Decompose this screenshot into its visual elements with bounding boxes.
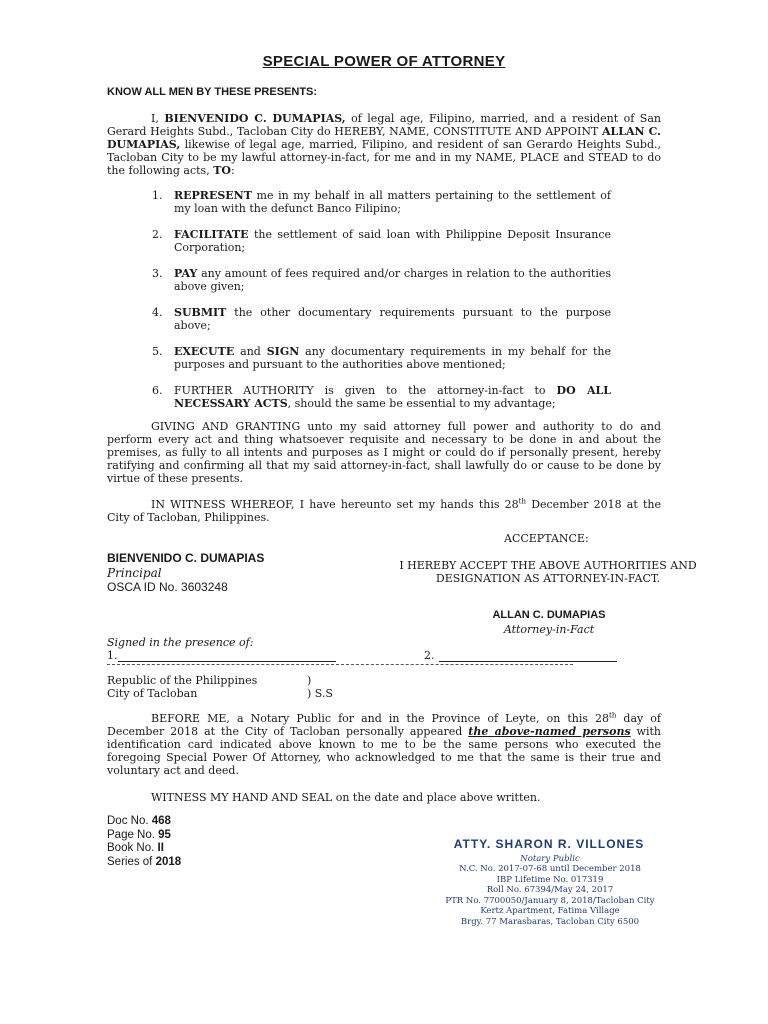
notary-roll: Roll No. 67394/May 24, 2017: [486, 885, 614, 896]
notary-ibp: IBP Lifetime No. 017319: [496, 874, 604, 885]
act-item: 4. SUBMIT the other documentary requirements pursuant to the purpose above;: [152, 306, 611, 332]
act-item: 6. FURTHER AUTHORITY is given to the attorney-in-fact to DO ALL NECESSARY ACTS, should the same be essential to my advantage;: [152, 384, 611, 410]
venue-city: City of Tacloban: [107, 687, 198, 700]
witness-hand: WITNESS MY HAND AND SEAL on the date and place above written.: [151, 791, 541, 804]
intro-paragraph: I, BIENVENIDO C. DUMAPIAS, of legal age, Filipino, married, and a resident of San Gerard Heights Subd., Tacloban City do HEREBY, NAME, CONSTITUTE AND APPOINT ALLAN C. DUMAPIAS, likewise of legal age, married, Filipino, and resident of san Gerardo Heights Subd., Tacloban City to be my lawful attorney-in-fact, for me and in my NAME, PLACE and STEAD to do the following acts, TO:: [107, 112, 661, 177]
giving-paragraph: GIVING AND GRANTING unto my said attorney full power and authority to do and perform every act and thing whatsoever requisite and necessary to be done in and about the premises, as fully to all intents and purposes as I might or could do if personally present, hereby ratifying and confirming all that my said attorney-in-fact, shall lawfully do or cause to be done by virtue of these presents.: [107, 420, 661, 485]
doc-no: Doc No. 468: [107, 815, 171, 827]
principal-name-inline: BIENVENIDO C. DUMAPIAS,: [164, 112, 346, 125]
witness-label: Signed in the presence of:: [107, 636, 254, 649]
notary-title: Notary Public: [520, 854, 580, 864]
doc-info: [107, 815, 181, 869]
notary-address-2: Brgy. 77 Marasbaras, Tacloban City 6500: [460, 916, 640, 927]
notary-name: ATTY. SHARON R. VILLONES: [453, 837, 645, 851]
principal-role: Principal: [107, 566, 162, 580]
attorney-name: ALLAN C. DUMAPIAS: [492, 609, 606, 621]
venue-republic: Republic of the Philippines: [107, 674, 258, 687]
principal-id: OSCA ID No. 3603248: [107, 580, 228, 594]
notary-details: [400, 864, 700, 928]
act-item: 5. EXECUTE and SIGN any documentary requirements in my behalf for the purposes and pursuant to the authorities above mentioned;: [152, 345, 612, 371]
attorney-name-inline: ALLAN C. DUMAPIAS,: [107, 125, 661, 151]
book-no: Book No. II: [107, 842, 164, 854]
acknowledgment-paragraph: BEFORE ME, a Notary Public for and in the Province of Leyte, on this 28th day of December 2018 at the City of Tacloban personally appeared the above-named persons with identification card indicated above known to me to be the same persons who executed the foregoing Special Power Of Attorney, who acknowledged to me that the same is their true and voluntary act and deed.: [107, 711, 661, 777]
divider: [107, 664, 573, 665]
opening-line: KNOW ALL MEN BY THESE PRESENTS:: [107, 86, 318, 98]
venue-paren: ): [307, 674, 312, 687]
act-item: 2. FACILITATE the settlement of said loan with Philippine Deposit Insurance Corporation;: [152, 228, 611, 254]
principal-name: BIENVENIDO C. DUMAPIAS: [107, 551, 265, 565]
notary-address-1: Kertz Apartment, Fatima Village: [480, 906, 620, 917]
acceptance-heading: ACCEPTANCE:: [504, 532, 589, 545]
venue-ss: ) S.S: [307, 687, 333, 700]
witness-line-2: 2.: [424, 649, 617, 662]
document-title: SPECIAL POWER OF ATTORNEY: [262, 53, 506, 70]
acceptance-text: I HEREBY ACCEPT THE ABOVE AUTHORITIES AND DESIGNATION AS ATTORNEY-IN-FACT.: [399, 559, 697, 585]
attorney-role: Attorney-in-Fact: [503, 623, 595, 636]
notary-commission: N.C. No. 2017-07-68 until December 2018: [459, 864, 641, 874]
act-item: 3. PAY any amount of fees required and/or charges in relation to the authorities above given;: [152, 267, 611, 293]
witness-line-1: 1.: [107, 649, 336, 662]
acts-list: [152, 189, 611, 423]
act-item: 1. REPRESENT me in my behalf in all matters pertaining to the settlement of my loan with the defunct Banco Filipino;: [152, 189, 611, 215]
page-no: Page No. 95: [107, 828, 171, 841]
witness-paragraph: IN WITNESS WHEREOF, I have hereunto set my hands this 28th December 2018 at the City of Tacloban, Philippines.: [107, 497, 661, 524]
series: Series of 2018: [107, 855, 182, 868]
notary-ptr: PTR No. 7700050/January 8, 2018/Tacloban City: [445, 895, 655, 906]
